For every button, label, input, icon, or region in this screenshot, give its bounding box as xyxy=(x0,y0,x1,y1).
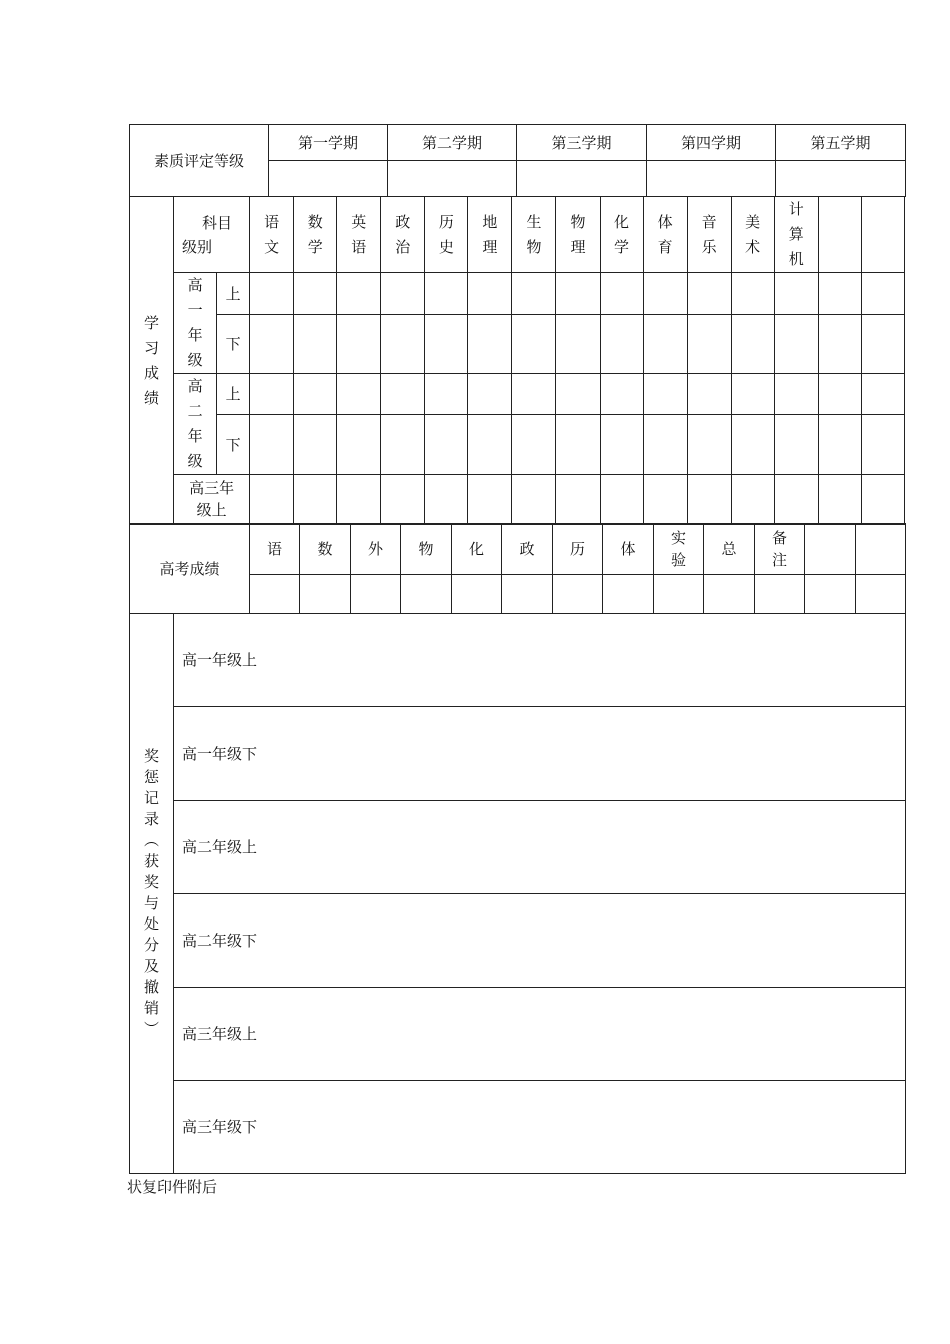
exam-score-cell[interactable] xyxy=(603,575,654,614)
grade-cell[interactable] xyxy=(861,273,904,315)
exam-score-cell[interactable] xyxy=(351,575,401,614)
footer-note: 状复印件附后 xyxy=(127,1178,218,1196)
term-lower-label: 下 xyxy=(217,315,250,374)
exam-score-cell[interactable] xyxy=(452,575,502,614)
exam-subject-header xyxy=(805,524,856,575)
grade-cell[interactable] xyxy=(600,415,643,475)
grade-cell[interactable] xyxy=(250,315,294,374)
grade-cell[interactable] xyxy=(556,273,600,315)
grade-cell[interactable] xyxy=(818,273,861,315)
grade-cell[interactable] xyxy=(643,315,687,374)
exam-subject-header: 化 xyxy=(452,524,502,575)
semester-1-header: 第一学期 xyxy=(269,125,388,161)
grade-cell[interactable] xyxy=(337,273,381,315)
grade-cell[interactable] xyxy=(381,415,425,475)
exam-score-cell[interactable] xyxy=(300,575,351,614)
grade-row-y1-upper xyxy=(130,273,905,315)
subject-header: 生 物 xyxy=(512,197,556,273)
subject-header xyxy=(861,197,904,273)
grade-cell[interactable] xyxy=(687,273,731,315)
year2-label: 高 二 年 级 xyxy=(174,374,217,475)
grade-cell[interactable] xyxy=(337,475,381,525)
exam-score-cell[interactable] xyxy=(805,575,856,614)
semester-5-cell[interactable] xyxy=(776,161,906,197)
award-row-label: 高一年级下 xyxy=(174,707,906,801)
award-row-label: 高三年级上 xyxy=(174,988,906,1081)
grade-cell[interactable] xyxy=(294,475,337,525)
subject-header: 地 理 xyxy=(468,197,512,273)
grade-cell[interactable] xyxy=(381,475,425,525)
subject-header: 数 学 xyxy=(294,197,337,273)
grade-cell[interactable] xyxy=(337,315,381,374)
grade-cell[interactable] xyxy=(512,315,556,374)
grade-cell[interactable] xyxy=(468,315,512,374)
grade-cell[interactable] xyxy=(425,415,468,475)
grade-cell[interactable] xyxy=(381,273,425,315)
grade-cell[interactable] xyxy=(687,315,731,374)
subject-level-corner xyxy=(174,197,250,273)
grade-cell[interactable] xyxy=(687,415,731,475)
grade-cell[interactable] xyxy=(250,415,294,475)
grade-cell[interactable] xyxy=(818,475,861,525)
subject-header: 美 术 xyxy=(731,197,774,273)
grade-cell[interactable] xyxy=(294,273,337,315)
grades-table xyxy=(129,196,905,525)
semester-1-cell[interactable] xyxy=(269,161,388,197)
awards-section-label: 奖 惩 记 录 ︵ 获 奖 与 处 分 及 撤 销 ︶ xyxy=(130,614,174,1174)
grade-cell[interactable] xyxy=(643,475,687,525)
grade-cell[interactable] xyxy=(600,374,643,415)
grade-cell[interactable] xyxy=(774,315,818,374)
exam-subject-header: 外 xyxy=(351,524,401,575)
grade-cell[interactable] xyxy=(425,273,468,315)
grade-row-y3-upper xyxy=(130,475,905,525)
grade-cell[interactable] xyxy=(731,315,774,374)
exam-table xyxy=(129,523,905,614)
grade-cell[interactable] xyxy=(556,475,600,525)
exam-score-cell[interactable] xyxy=(502,575,553,614)
subject-header: 历 史 xyxy=(425,197,468,273)
semester-2-header: 第二学期 xyxy=(388,125,517,161)
award-row-label: 高二年级下 xyxy=(174,894,906,988)
grade-cell[interactable] xyxy=(643,415,687,475)
grade-cell[interactable] xyxy=(774,415,818,475)
grade-cell[interactable] xyxy=(512,415,556,475)
grade-cell[interactable] xyxy=(600,315,643,374)
grade-cell[interactable] xyxy=(250,475,294,525)
grade-cell[interactable] xyxy=(731,273,774,315)
grade-cell[interactable] xyxy=(687,475,731,525)
exam-score-cell[interactable] xyxy=(704,575,755,614)
exam-subject-header: 总 xyxy=(704,524,755,575)
grade-row-y2-lower xyxy=(130,415,905,475)
grade-cell[interactable] xyxy=(468,415,512,475)
semester-3-header: 第三学期 xyxy=(517,125,647,161)
year1-label: 高 一 年 级 xyxy=(174,273,217,374)
exam-subject-header: 物 xyxy=(401,524,452,575)
exam-subject-header: 备 注 xyxy=(755,524,805,575)
grades-section-label: 学 习 成 绩 xyxy=(130,197,174,525)
grade-cell[interactable] xyxy=(643,273,687,315)
grade-cell[interactable] xyxy=(468,374,512,415)
grade-cell[interactable] xyxy=(468,475,512,525)
grade-cell[interactable] xyxy=(774,374,818,415)
term-upper-label: 上 xyxy=(217,374,250,415)
term-lower-label: 下 xyxy=(217,415,250,475)
grade-cell[interactable] xyxy=(337,415,381,475)
semester-2-cell[interactable] xyxy=(388,161,517,197)
grade-cell[interactable] xyxy=(774,273,818,315)
grade-cell[interactable] xyxy=(556,374,600,415)
grade-cell[interactable] xyxy=(294,315,337,374)
quality-label: 素质评定等级 xyxy=(130,125,269,197)
exam-score-cell[interactable] xyxy=(401,575,452,614)
subject-header: 音 乐 xyxy=(687,197,731,273)
semester-4-header: 第四学期 xyxy=(647,125,776,161)
grade-cell[interactable] xyxy=(731,475,774,525)
grade-cell[interactable] xyxy=(600,273,643,315)
grade-cell[interactable] xyxy=(687,374,731,415)
exam-subject-header xyxy=(856,524,906,575)
exam-subject-header: 实 验 xyxy=(654,524,704,575)
awards-table xyxy=(129,613,905,1174)
exam-subject-header: 数 xyxy=(300,524,351,575)
subject-header: 计 算 机 xyxy=(774,197,818,273)
exam-subject-header: 政 xyxy=(502,524,553,575)
subject-header: 体 育 xyxy=(643,197,687,273)
grade-cell[interactable] xyxy=(861,475,904,525)
grade-cell[interactable] xyxy=(861,415,904,475)
subject-header: 政 治 xyxy=(381,197,425,273)
grade-cell[interactable] xyxy=(774,475,818,525)
grade-cell[interactable] xyxy=(381,374,425,415)
exam-subject-header: 体 xyxy=(603,524,654,575)
award-row-label: 高一年级上 xyxy=(174,614,906,707)
grade-cell[interactable] xyxy=(468,273,512,315)
grade-cell[interactable] xyxy=(861,374,904,415)
exam-score-cell[interactable] xyxy=(654,575,704,614)
grade-cell[interactable] xyxy=(425,315,468,374)
grade-cell[interactable] xyxy=(643,374,687,415)
award-row-label: 高二年级上 xyxy=(174,801,906,894)
exam-label: 高考成绩 xyxy=(130,524,250,614)
semester-5-header: 第五学期 xyxy=(776,125,906,161)
grade-cell[interactable] xyxy=(818,374,861,415)
semester-3-cell[interactable] xyxy=(517,161,647,197)
corner-subject-label: 科目 xyxy=(202,213,233,232)
year3-label: 高三年 级上 xyxy=(174,475,250,525)
exam-subject-header: 历 xyxy=(553,524,603,575)
award-row-label: 高三年级下 xyxy=(174,1081,906,1174)
grade-cell[interactable] xyxy=(381,315,425,374)
grade-cell[interactable] xyxy=(556,315,600,374)
grade-cell[interactable] xyxy=(425,374,468,415)
grade-cell[interactable] xyxy=(512,273,556,315)
corner-level-label: 级别 xyxy=(182,237,213,256)
grade-cell[interactable] xyxy=(512,374,556,415)
grade-row-y1-lower xyxy=(130,315,905,374)
grade-cell[interactable] xyxy=(600,475,643,525)
exam-score-cell[interactable] xyxy=(856,575,906,614)
exam-score-cell[interactable] xyxy=(755,575,805,614)
term-upper-label: 上 xyxy=(217,273,250,315)
grade-cell[interactable] xyxy=(294,374,337,415)
grade-cell[interactable] xyxy=(512,475,556,525)
subject-header xyxy=(818,197,861,273)
subject-header: 语 文 xyxy=(250,197,294,273)
quality-rating-table xyxy=(129,124,905,197)
grade-cell[interactable] xyxy=(337,374,381,415)
exam-score-cell[interactable] xyxy=(553,575,603,614)
grade-cell[interactable] xyxy=(250,273,294,315)
grade-cell[interactable] xyxy=(818,315,861,374)
exam-subject-header: 语 xyxy=(250,524,300,575)
grade-cell[interactable] xyxy=(731,415,774,475)
grade-cell[interactable] xyxy=(861,315,904,374)
grade-cell[interactable] xyxy=(556,415,600,475)
subject-header: 英 语 xyxy=(337,197,381,273)
grade-cell[interactable] xyxy=(250,374,294,415)
grade-cell[interactable] xyxy=(425,475,468,525)
exam-score-cell[interactable] xyxy=(250,575,300,614)
subject-header: 化 学 xyxy=(600,197,643,273)
grade-cell[interactable] xyxy=(731,374,774,415)
grade-cell[interactable] xyxy=(294,415,337,475)
grade-row-y2-upper xyxy=(130,374,905,415)
semester-4-cell[interactable] xyxy=(647,161,776,197)
grade-cell[interactable] xyxy=(818,415,861,475)
subject-header: 物 理 xyxy=(556,197,600,273)
